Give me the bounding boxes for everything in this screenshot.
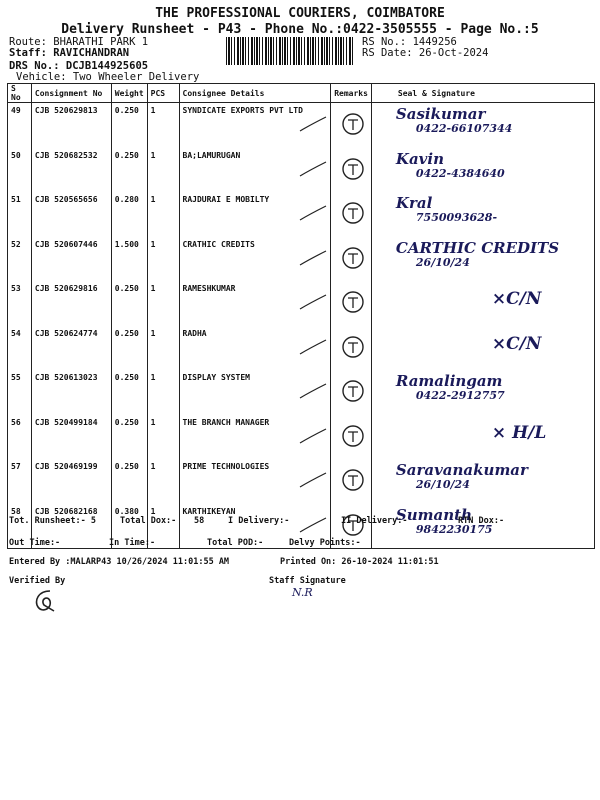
table-row — [8, 370, 595, 415]
row-seal-signature — [371, 459, 594, 504]
tick-mark-icon — [298, 293, 328, 311]
row-sno: 58 — [8, 504, 32, 549]
row-consignment-no: CJB 520499184 — [31, 415, 111, 460]
delivered-stamp-icon — [340, 245, 366, 271]
rs-no-label: RS No.: — [362, 36, 407, 48]
delivered-stamp-icon — [340, 156, 366, 182]
row-sno: 55 — [8, 370, 32, 415]
signature-area — [372, 281, 594, 319]
row-pcs: 1 — [147, 370, 179, 415]
handwritten-note: ×C/N — [491, 289, 542, 309]
table-row — [8, 192, 595, 237]
row-consignment-no: CJB 520624774 — [31, 326, 111, 371]
total-pod: Total POD:- — [207, 538, 264, 548]
col-sno: S No — [8, 84, 32, 103]
table-row — [8, 326, 595, 371]
i-delivery: I Delivery:- — [228, 516, 290, 526]
row-consignment-no: CJB 520607446 — [31, 237, 111, 282]
row-sno: 52 — [8, 237, 32, 282]
row-consignment-no: CJB 520682168 — [31, 504, 111, 549]
handwritten-note: × H/L — [491, 422, 547, 443]
handwritten-signature: Kavin — [395, 149, 444, 168]
row-pcs: 1 — [147, 415, 179, 460]
staff-value: RAVICHANDRAN — [53, 47, 130, 59]
row-consignee: RAJDURAI E MOBILTY — [179, 192, 331, 237]
row-consignee: RADHA — [179, 326, 331, 371]
tick-mark-icon — [298, 382, 328, 400]
delivered-stamp-icon — [340, 467, 366, 493]
total-dox-label: Total Dox:- — [120, 516, 177, 526]
row-consignee: THE BRANCH MANAGER — [179, 415, 331, 460]
row-consignment-no: CJB 520682532 — [31, 148, 111, 193]
handwritten-signature: CARTHIC CREDITS — [395, 238, 560, 257]
table-row — [8, 459, 595, 504]
row-consignee: DISPLAY SYSTEM — [179, 370, 331, 415]
row-consignee: SYNDICATE EXPORTS PVT LTD — [179, 103, 331, 148]
route-label: Route: — [9, 36, 47, 48]
row-sno: 56 — [8, 415, 32, 460]
handwritten-signature: Sumanth — [395, 505, 472, 524]
row-sno: 51 — [8, 192, 32, 237]
delvy-points: Delvy Points:- — [289, 538, 361, 548]
staff-label: Staff: — [9, 47, 47, 59]
row-sno: 50 — [8, 148, 32, 193]
handwritten-note: 9842230175 — [415, 522, 493, 536]
handwritten-note: 0422-66107344 — [415, 122, 513, 135]
row-weight: 0.250 — [111, 281, 147, 326]
handwritten-note: 0422-2912757 — [415, 389, 505, 402]
handwritten-signature: Sasikumar — [395, 105, 486, 123]
row-pcs: 1 — [147, 192, 179, 237]
staff-line — [9, 47, 129, 59]
delivered-stamp-icon — [340, 334, 366, 360]
handwritten-note: ×C/N — [491, 333, 542, 354]
row-sno: 57 — [8, 459, 32, 504]
handwritten-note: 26/10/24 — [415, 255, 470, 269]
row-weight: 0.250 — [111, 370, 147, 415]
row-weight: 0.250 — [111, 103, 147, 148]
vehicle-line — [16, 71, 199, 83]
row-seal-signature — [371, 103, 594, 148]
row-consignment-no: CJB 520469199 — [31, 459, 111, 504]
row-pcs: 1 — [147, 504, 179, 549]
signature-area — [372, 415, 594, 453]
col-signature: Seal & Signature — [371, 84, 594, 103]
row-consignee: BA;LAMURUGAN — [179, 148, 331, 193]
tick-mark-icon — [298, 427, 328, 445]
row-weight: 0.250 — [111, 459, 147, 504]
row-weight: 0.250 — [111, 326, 147, 371]
row-consignment-no: CJB 520613023 — [31, 370, 111, 415]
row-consignee: RAMESHKUMAR — [179, 281, 331, 326]
barcode — [226, 37, 354, 65]
table-header-row — [8, 84, 595, 103]
rs-date-value: 26-Oct-2024 — [418, 47, 489, 59]
row-sno: 53 — [8, 281, 32, 326]
signature-area — [372, 148, 594, 186]
rtn-dox: RTN Dox:- — [458, 516, 505, 526]
staff-signature: Staff Signature — [269, 576, 346, 586]
delivered-stamp-icon — [340, 111, 366, 137]
tick-mark-icon — [298, 204, 328, 222]
handwritten-signature: Saravanakumar — [395, 461, 528, 479]
delivered-stamp-icon — [340, 200, 366, 226]
row-pcs: 1 — [147, 459, 179, 504]
signature-area — [372, 370, 594, 408]
signature-area — [372, 237, 594, 275]
row-pcs: 1 — [147, 237, 179, 282]
row-consignment-no: CJB 520565656 — [31, 192, 111, 237]
col-pcs: PCS — [147, 84, 179, 103]
row-pcs: 1 — [147, 281, 179, 326]
row-seal-signature — [371, 237, 594, 282]
col-weight: Weight — [111, 84, 147, 103]
row-pcs: 1 — [147, 103, 179, 148]
signature-area — [372, 459, 594, 497]
handwritten-signature: Ramalingam — [395, 372, 503, 390]
row-weight: 1.500 — [111, 237, 147, 282]
table-row — [8, 148, 595, 193]
in-time: In Time:- — [109, 538, 156, 548]
rs-date-line — [362, 47, 488, 59]
rs-no-value: 1449256 — [412, 36, 457, 48]
handwritten-note: 7550093628- — [415, 211, 498, 224]
col-consignment: Consignment No — [31, 84, 111, 103]
company-title: THE PROFESSIONAL COURIERS, COIMBATORE — [155, 6, 445, 21]
row-seal-signature — [371, 370, 594, 415]
row-consignee: CRATHIC CREDITS — [179, 237, 331, 282]
row-pcs: 1 — [147, 148, 179, 193]
table-row — [8, 281, 595, 326]
delivered-stamp-icon — [340, 423, 366, 449]
runsheet-subtitle: Delivery Runsheet - P43 - Phone No.:0422-3505555 - Page No.:5 — [61, 22, 539, 37]
col-remarks: Remarks — [331, 84, 372, 103]
delivered-stamp-icon — [340, 289, 366, 315]
signature-area — [372, 192, 594, 230]
row-seal-signature — [371, 415, 594, 460]
row-seal-signature — [371, 148, 594, 193]
delivered-stamp-icon — [340, 378, 366, 404]
signature-area — [372, 326, 594, 364]
signature-area — [372, 103, 594, 141]
tick-mark-icon — [298, 338, 328, 356]
table-row — [8, 103, 595, 148]
tick-mark-icon — [298, 471, 328, 489]
row-sno: 49 — [8, 103, 32, 148]
row-weight: 0.250 — [111, 415, 147, 460]
row-seal-signature — [371, 281, 594, 326]
handwritten-note: 0422-4384640 — [415, 166, 505, 180]
verified-by: Verified By — [9, 576, 66, 586]
verified-signature-mark — [30, 587, 62, 615]
table-row — [8, 237, 595, 282]
row-sno: 54 — [8, 326, 32, 371]
row-consignee: PRIME TECHNOLOGIES — [179, 459, 331, 504]
printed-on: Printed On: 26-10-2024 11:01:51 — [280, 557, 439, 567]
tick-mark-icon — [298, 160, 328, 178]
row-weight: 0.280 — [111, 192, 147, 237]
runsheet-table — [7, 83, 595, 549]
drs-label: DRS No.: — [9, 60, 60, 72]
route-value: BHARATHI PARK 1 — [53, 36, 149, 48]
total-dox-value: 58 — [194, 516, 205, 526]
tick-mark-icon — [298, 249, 328, 267]
entered-by: Entered By :MALARP43 10/26/2024 11:01:55 AM — [9, 557, 230, 567]
row-weight: 0.250 — [111, 148, 147, 193]
rs-date-label: RS Date: — [362, 47, 413, 59]
row-consignee: KARTHIKEYAN — [179, 504, 331, 549]
vehicle-label: Vehicle: — [16, 71, 67, 83]
handwritten-signature: Kral — [395, 194, 433, 212]
table-row — [8, 415, 595, 460]
row-weight: 0.380 — [111, 504, 147, 549]
row-seal-signature — [371, 504, 594, 549]
row-pcs: 1 — [147, 326, 179, 371]
row-seal-signature — [371, 326, 594, 371]
tot-runsheet: Tot. Runsheet:- 5 — [9, 516, 96, 526]
staff-signature-mark: N.R — [292, 586, 313, 599]
drs-value: DCJB144925605 — [65, 60, 149, 72]
out-time: Out Time:- — [9, 538, 61, 548]
row-seal-signature — [371, 192, 594, 237]
row-consignment-no: CJB 520629816 — [31, 281, 111, 326]
col-consignee: Consignee Details — [179, 84, 331, 103]
handwritten-note: 26/10/24 — [415, 478, 470, 491]
tick-mark-icon — [298, 115, 328, 133]
ii-delivery: II Delivery:- — [341, 516, 408, 526]
tick-mark-icon — [298, 516, 328, 534]
row-consignment-no: CJB 520629813 — [31, 103, 111, 148]
vehicle-value: Two Wheeler Delivery — [72, 71, 200, 83]
